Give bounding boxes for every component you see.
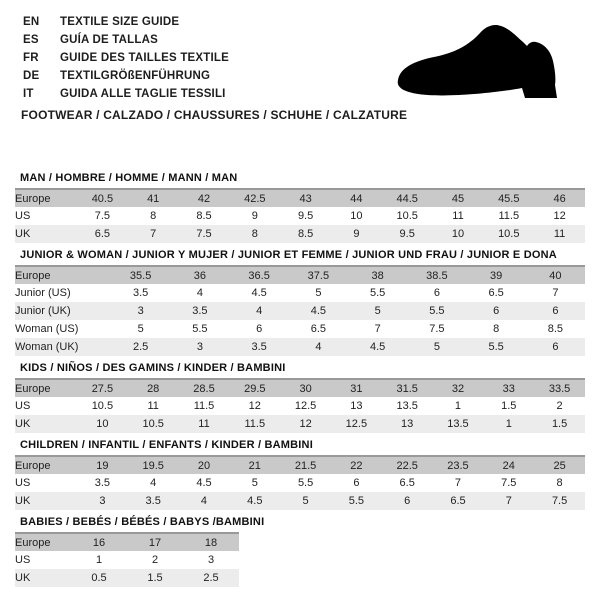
size-cell: 11.5	[193, 400, 215, 412]
size-cell: 46	[534, 189, 585, 207]
row-label: US	[15, 210, 31, 222]
size-cell: 33.5	[534, 379, 585, 397]
size-cell: 9	[331, 225, 382, 243]
language-code: IT	[23, 88, 34, 100]
section-children	[15, 439, 585, 510]
size-cell: 5	[348, 302, 407, 320]
size-cell: 8	[229, 225, 280, 243]
size-cell: 12.5	[294, 400, 317, 412]
size-cell: 19	[77, 456, 128, 474]
size-cell: 5.5	[331, 492, 382, 510]
table-row	[15, 284, 585, 302]
size-cell: 42	[179, 189, 230, 207]
size-cell: 3	[77, 492, 128, 510]
size-cell: 6.5	[399, 477, 415, 489]
size-cell: 8.5	[196, 210, 212, 222]
size-cell: 0.5	[71, 569, 127, 587]
size-cell: 24	[483, 456, 534, 474]
size-cell: 37.5	[289, 266, 348, 284]
size-cell: 2	[151, 554, 159, 566]
size-cell: 13	[382, 415, 433, 433]
size-cell: 1	[483, 415, 534, 433]
table-header-row	[15, 533, 239, 551]
size-cell: 12	[248, 400, 261, 412]
size-cell: 10	[77, 415, 128, 433]
row-label: US	[15, 477, 31, 489]
table-row	[15, 207, 585, 225]
table-title-junior-woman: JUNIOR & WOMAN / JUNIOR Y MUJER / JUNIOR ET FEMME / JUNIOR UND FRAU / JUNIOR E DONA	[20, 249, 557, 261]
size-cell: 38	[348, 266, 407, 284]
language-row-es	[23, 31, 229, 49]
size-cell: 3.5	[170, 302, 229, 320]
size-cell: 4	[289, 338, 348, 356]
size-cell: 10.5	[128, 415, 179, 433]
size-cell: 31.5	[382, 379, 433, 397]
size-cell: 10.5	[483, 225, 534, 243]
row-label: Europe	[15, 189, 77, 207]
size-cell: 7.5	[179, 225, 230, 243]
size-cell: 7	[552, 287, 559, 299]
language-label: GUIDA ALLE TAGLIE TESSILI	[60, 88, 226, 100]
size-cell: 4	[230, 302, 289, 320]
size-cell: 4.5	[348, 338, 407, 356]
size-cell: 1.5	[127, 569, 183, 587]
size-cell: 43	[280, 189, 331, 207]
row-label: US	[15, 554, 31, 566]
size-cell: 4.5	[251, 287, 267, 299]
size-cell: 7	[483, 492, 534, 510]
table-header-row	[15, 379, 585, 397]
size-cell: 12	[280, 415, 331, 433]
size-cell: 10.5	[396, 210, 418, 222]
row-label: Junior (US)	[15, 287, 71, 299]
size-cell: 13	[350, 400, 363, 412]
size-cell: 4	[179, 492, 230, 510]
row-label: Junior (UK)	[15, 302, 111, 320]
size-cell: 36	[170, 266, 229, 284]
size-cell: 6.5	[488, 287, 504, 299]
size-cell: 30	[280, 379, 331, 397]
table-row	[15, 569, 239, 587]
size-cell: 8	[150, 210, 157, 222]
size-table-children	[15, 455, 585, 510]
size-cell: 4	[196, 287, 203, 299]
size-cell: 3.5	[230, 338, 289, 356]
size-table-man	[15, 188, 585, 243]
table-row	[15, 551, 239, 569]
size-cell: 27.5	[77, 379, 128, 397]
size-cell: 6	[467, 302, 526, 320]
size-cell: 6.5	[310, 323, 327, 335]
language-label: TEXTILE SIZE GUIDE	[60, 16, 180, 28]
size-cell: 35.5	[111, 266, 170, 284]
size-cell: 7	[128, 225, 179, 243]
row-label: US	[15, 400, 31, 412]
language-row-it	[23, 85, 229, 103]
size-cell: 41	[128, 189, 179, 207]
size-cell: 1	[454, 400, 462, 412]
category-title: FOOTWEAR / CALZADO / CHAUSSURES / SCHUHE / CALZATURE	[21, 108, 408, 122]
size-cell: 9	[251, 210, 258, 222]
size-cell: 11.5	[229, 415, 280, 433]
size-cell: 18	[183, 533, 239, 551]
size-cell: 25	[534, 456, 585, 474]
shoe-icon	[392, 20, 578, 108]
size-cell: 40.5	[77, 189, 128, 207]
size-cell: 21.5	[280, 456, 331, 474]
size-cell: 3.5	[128, 492, 179, 510]
table-header-row	[15, 266, 585, 284]
size-cell: 12	[553, 210, 566, 222]
size-cell: 19.5	[128, 456, 179, 474]
size-cell: 6	[353, 477, 360, 489]
size-cell: 7.5	[94, 210, 111, 222]
table-header-row	[15, 189, 585, 207]
size-cell: 3	[170, 338, 229, 356]
size-cell: 11.5	[498, 210, 520, 222]
row-label: UK	[15, 569, 71, 587]
size-cell: 2.5	[183, 569, 239, 587]
row-label: UK	[15, 225, 77, 243]
row-label: Europe	[15, 379, 77, 397]
size-cell: 16	[71, 533, 127, 551]
size-cell: 5.5	[407, 302, 466, 320]
size-cell: 12.5	[331, 415, 382, 433]
size-cell: 38.5	[407, 266, 466, 284]
size-cell: 31	[331, 379, 382, 397]
language-row-en	[23, 13, 229, 31]
row-label: Europe	[15, 456, 77, 474]
size-cell: 4.5	[229, 492, 280, 510]
table-row	[15, 397, 585, 415]
size-cell: 22	[331, 456, 382, 474]
language-label: GUIDE DES TAILLES TEXTILE	[60, 52, 229, 64]
language-label: GUÍA DE TALLAS	[60, 34, 158, 46]
size-cell: 3.5	[94, 477, 111, 489]
table-row	[15, 492, 585, 510]
size-cell: 22.5	[382, 456, 433, 474]
size-cell: 4	[150, 477, 157, 489]
language-row-fr	[23, 49, 229, 67]
size-cell: 7.5	[429, 323, 445, 335]
size-cell: 45.5	[483, 189, 534, 207]
size-cell: 1.5	[501, 400, 517, 412]
size-cell: 7	[454, 477, 462, 489]
size-cell: 13.5	[396, 400, 418, 412]
size-cell: 9.5	[297, 210, 314, 222]
size-cell: 39	[467, 266, 526, 284]
size-cell: 21	[229, 456, 280, 474]
size-cell: 7.5	[501, 477, 517, 489]
table-title-children: CHILDREN / INFANTIL / ENFANTS / KINDER / BAMBINI	[20, 439, 313, 451]
size-cell: 11	[179, 415, 230, 433]
language-code: DE	[23, 70, 40, 82]
size-cell: 5	[137, 323, 144, 335]
size-cell: 6	[526, 338, 585, 356]
size-cell: 20	[179, 456, 230, 474]
size-cell: 10	[350, 210, 363, 222]
size-cell: 5.5	[297, 477, 314, 489]
size-cell: 28	[128, 379, 179, 397]
section-kids	[15, 362, 585, 433]
size-cell: 2.5	[111, 338, 170, 356]
size-cell: 6.5	[433, 492, 484, 510]
row-label: UK	[15, 415, 77, 433]
section-man	[15, 172, 585, 243]
size-tables	[15, 172, 585, 593]
row-label: Europe	[15, 533, 71, 551]
size-cell: 40	[526, 266, 585, 284]
size-cell: 8	[556, 477, 563, 489]
size-cell: 5	[280, 492, 331, 510]
size-cell: 1	[95, 554, 103, 566]
size-cell: 45	[433, 189, 484, 207]
table-title-man: MAN / HOMBRE / HOMME / MANN / MAN	[20, 172, 238, 184]
size-cell: 3.5	[132, 287, 149, 299]
language-code: ES	[23, 34, 39, 46]
size-cell: 1.5	[534, 415, 585, 433]
size-cell: 44.5	[382, 189, 433, 207]
table-row	[15, 415, 585, 433]
size-cell: 5.5	[192, 323, 208, 335]
language-header	[23, 13, 229, 103]
size-cell: 2	[556, 400, 563, 412]
size-cell: 10	[433, 225, 484, 243]
row-label: UK	[15, 492, 77, 510]
size-cell: 23.5	[433, 456, 484, 474]
size-cell: 8.5	[280, 225, 331, 243]
size-cell: 5	[407, 338, 466, 356]
size-cell: 17	[127, 533, 183, 551]
section-babies	[15, 516, 585, 587]
size-cell: 42.5	[229, 189, 280, 207]
size-cell: 4.5	[196, 477, 212, 489]
size-cell: 6.5	[77, 225, 128, 243]
size-cell: 8	[493, 323, 500, 335]
size-cell: 5	[315, 287, 322, 299]
table-title-babies: BABIES / BEBÉS / BÉBÉS / BABYS /BAMBINI	[20, 516, 265, 528]
size-table-babies	[15, 532, 239, 587]
size-cell: 4.5	[289, 302, 348, 320]
language-code: FR	[23, 52, 39, 64]
table-header-row	[15, 456, 585, 474]
size-cell: 6	[256, 323, 263, 335]
size-cell: 13.5	[433, 415, 484, 433]
size-table-junior-woman	[15, 265, 585, 356]
size-cell: 7	[374, 323, 381, 335]
language-code: EN	[23, 16, 40, 28]
table-title-kids: KIDS / NIÑOS / DES GAMINS / KINDER / BAMBINI	[20, 362, 286, 374]
size-cell: 33	[483, 379, 534, 397]
size-cell: 6	[382, 492, 433, 510]
language-label: TEXTILGRÖßENFÜHRUNG	[60, 70, 211, 82]
row-label: Woman (UK)	[15, 338, 111, 356]
size-cell: 36.5	[230, 266, 289, 284]
size-cell: 44	[331, 189, 382, 207]
size-table-kids	[15, 378, 585, 433]
table-row	[15, 474, 585, 492]
size-cell: 6	[433, 287, 440, 299]
size-cell: 29.5	[229, 379, 280, 397]
size-cell: 5	[251, 477, 258, 489]
size-cell: 28.5	[179, 379, 230, 397]
table-row	[15, 225, 585, 243]
size-cell: 5.5	[467, 338, 526, 356]
size-cell: 7.5	[534, 492, 585, 510]
table-row	[15, 302, 585, 320]
size-cell: 11	[534, 225, 585, 243]
size-cell: 11	[147, 400, 159, 412]
table-row	[15, 320, 585, 338]
section-junior-woman	[15, 249, 585, 356]
size-cell: 5.5	[369, 287, 386, 299]
size-cell: 3	[111, 302, 170, 320]
row-label: Woman (US)	[15, 323, 79, 335]
language-row-de	[23, 67, 229, 85]
size-cell: 3	[207, 554, 215, 566]
size-cell: 32	[433, 379, 484, 397]
size-cell: 6	[526, 302, 585, 320]
size-cell: 9.5	[382, 225, 433, 243]
row-label: Europe	[15, 266, 111, 284]
size-cell: 8.5	[547, 323, 564, 335]
size-cell: 10.5	[91, 400, 114, 412]
table-row	[15, 338, 585, 356]
size-cell: 11	[452, 210, 464, 222]
